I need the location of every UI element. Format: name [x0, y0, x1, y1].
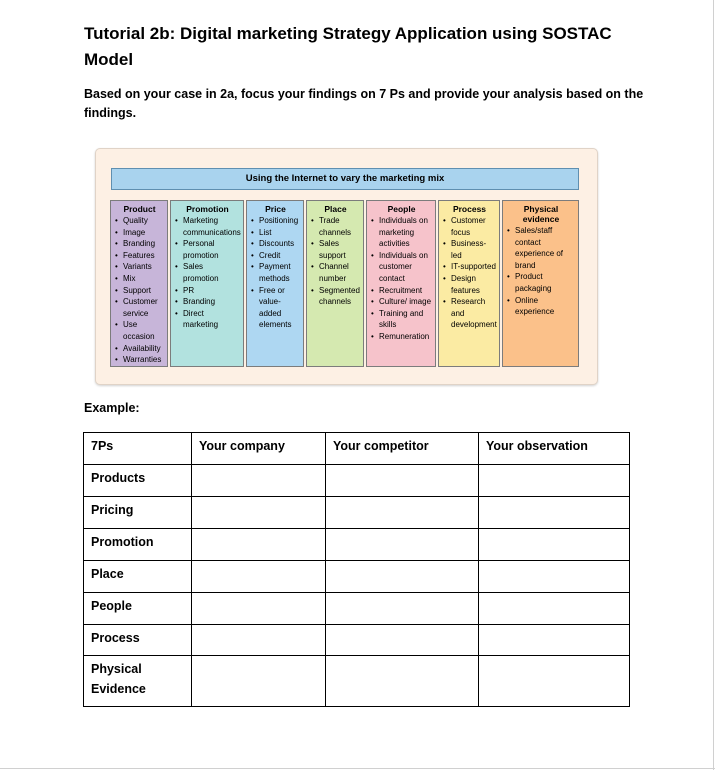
mix-column-place [306, 200, 364, 367]
table-cell[interactable] [192, 561, 326, 593]
table-cell[interactable] [326, 561, 479, 593]
table-cell[interactable] [326, 656, 479, 707]
row-label: Pricing [84, 497, 192, 529]
page-edge [0, 768, 715, 769]
column-header: Your observation [479, 433, 630, 465]
list-item: • Features [115, 250, 164, 262]
list-item: • Branding [175, 296, 240, 308]
list-item: • Discounts [251, 238, 300, 250]
list-item: • Segmented channels [311, 285, 360, 308]
column-title: Promotion [186, 204, 229, 214]
table-cell[interactable] [326, 497, 479, 529]
table-cell[interactable] [479, 465, 630, 497]
list-item: • Free or value-added elements [251, 285, 300, 331]
table-cell[interactable] [479, 593, 630, 625]
list-item: • Online experience [507, 295, 575, 318]
row-label: Process [84, 625, 192, 656]
column-title: Place [324, 204, 347, 214]
document-title: Tutorial 2b: Digital marketing Strategy Application using SOSTAC Model [84, 24, 612, 69]
mix-column-promotion [170, 200, 244, 367]
table-cell[interactable] [326, 593, 479, 625]
list-item: • List [251, 227, 300, 239]
list-item: • Sales/staff contact experience of brand [507, 225, 575, 271]
table-cell[interactable] [326, 625, 479, 656]
table-row [84, 656, 630, 707]
column-title: Process [452, 204, 487, 214]
list-item: • PR [175, 285, 240, 297]
mix-column-physical-evidence [502, 200, 579, 367]
intro-paragraph: Based on your case in 2a, focus your findings on 7 Ps and provide your analysis based on the findings. [84, 87, 644, 120]
list-item: • Recruitment [371, 285, 432, 297]
list-item: • Trade channels [311, 215, 360, 238]
page-edge [713, 0, 714, 770]
list-item: • Sales support [311, 238, 360, 261]
list-item: • Customer service [115, 296, 164, 319]
list-item: • Support [115, 285, 164, 297]
list-item: • Personal promotion [175, 238, 240, 261]
row-label: Physical Evidence [84, 656, 192, 707]
table-cell[interactable] [326, 529, 479, 561]
table-cell[interactable] [326, 465, 479, 497]
list-item: • Positioning [251, 215, 300, 227]
table-cell[interactable] [192, 465, 326, 497]
list-item: • Warranties [115, 354, 164, 366]
table-row [84, 529, 630, 561]
list-item: • Branding [115, 238, 164, 250]
mix-column-product [110, 200, 168, 367]
list-item: • Channel number [311, 261, 360, 284]
list-item: • Sales promotion [175, 261, 240, 284]
table-row [84, 561, 630, 593]
list-item: • Training and skills [371, 308, 432, 331]
list-item: • Use occasion [115, 319, 164, 342]
list-item: • Quality [115, 215, 164, 227]
list-item: • Image [115, 227, 164, 239]
row-label: Place [84, 561, 192, 593]
table-cell[interactable] [192, 625, 326, 656]
list-item: • Customer focus [443, 215, 496, 238]
list-item: • Remuneration [371, 331, 432, 343]
table-row [84, 497, 630, 529]
table-cell[interactable] [192, 593, 326, 625]
list-item: • Research and development [443, 296, 496, 331]
column-header: Your company [192, 433, 326, 465]
table-cell[interactable] [479, 497, 630, 529]
list-item: • Direct marketing [175, 308, 240, 331]
row-label: Products [84, 465, 192, 497]
list-item: • Individuals on marketing activities [371, 215, 432, 250]
table-cell[interactable] [479, 529, 630, 561]
table-row [84, 465, 630, 497]
column-title: Product [123, 204, 156, 214]
marketing-mix-figure [95, 148, 598, 385]
column-header: 7Ps [84, 433, 192, 465]
table-cell[interactable] [192, 497, 326, 529]
list-item: • IT-supported [443, 261, 496, 273]
list-item: • Credit [251, 250, 300, 262]
table-row [84, 593, 630, 625]
figure-header: Using the Internet to vary the marketing mix [111, 168, 579, 190]
list-item: • Individuals on customer contact [371, 250, 432, 285]
list-item: • Design features [443, 273, 496, 296]
table-cell[interactable] [479, 625, 630, 656]
list-item: • Mix [115, 273, 164, 285]
seven-ps-table [83, 432, 630, 707]
mix-column-people [366, 200, 436, 367]
table-cell[interactable] [192, 529, 326, 561]
row-label: Promotion [84, 529, 192, 561]
list-item: • Payment methods [251, 261, 300, 284]
table-header-row [84, 433, 630, 465]
column-header: Your competitor [326, 433, 479, 465]
example-label: Example: [84, 401, 140, 415]
column-title: People [387, 204, 416, 214]
table-cell[interactable] [192, 656, 326, 707]
list-item: • Business-led [443, 238, 496, 261]
list-item: • Culture/ image [371, 296, 432, 308]
mix-column-price [246, 200, 304, 367]
column-title: Price [265, 204, 286, 214]
column-title: Physical evidence [522, 204, 560, 224]
table-cell[interactable] [479, 656, 630, 707]
table-row [84, 625, 630, 656]
list-item: • Variants [115, 261, 164, 273]
row-label: People [84, 593, 192, 625]
list-item: • Product packaging [507, 271, 575, 294]
list-item: • Marketing communications [175, 215, 240, 238]
list-item: • Availability [115, 343, 164, 355]
table-cell[interactable] [479, 561, 630, 593]
mix-column-process [438, 200, 500, 367]
